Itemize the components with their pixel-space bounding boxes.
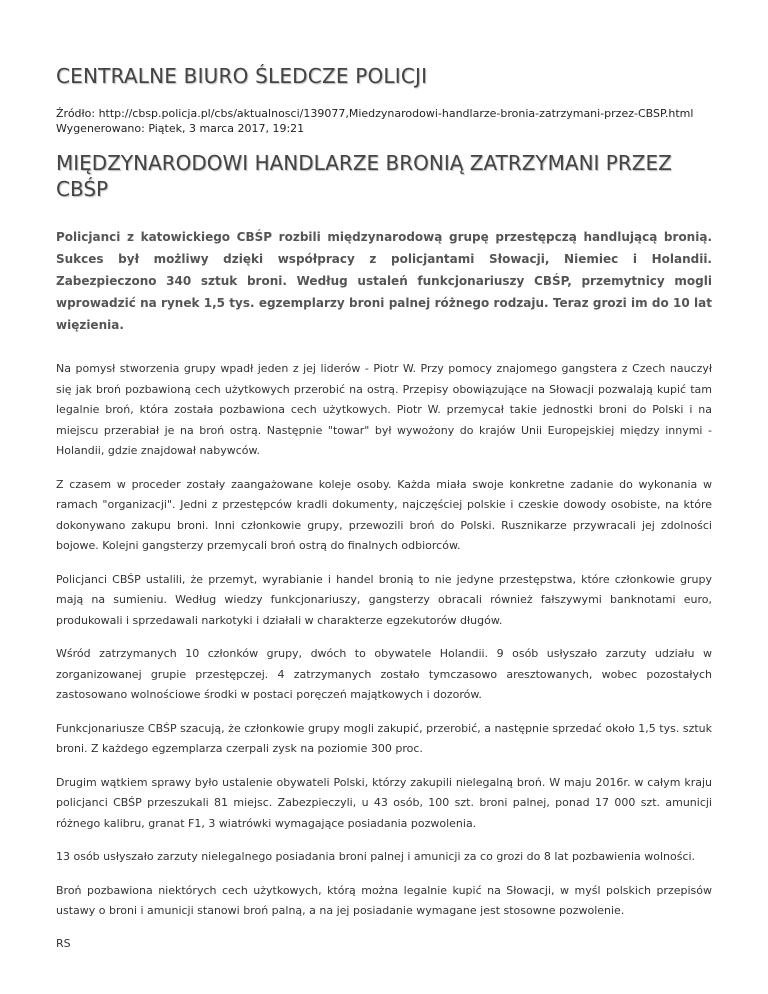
article-paragraph-8: Broń pozbawiona niektórych cech użytkowych, którą można legalnie kupić na Słowacji, w myśl polskich przepisów ustawy o broni i amunicji stanowi broń palną, a na jej posiadanie wymagane jest stosowne pozwolenie. xyxy=(56,883,712,917)
author-signature: RS xyxy=(56,936,71,950)
article-paragraph-2: Z czasem w proceder zostały zaangażowane koleje osoby. Każda miała swoje konkretne zadanie do wykonania w ramach "organizacji". Jedni z przestępców kradli dokumenty, najczęściej polskie i czeskie dowody osobiste, na które dokonywano zakupu broni. Inni członkowie grupy, przewozili broń do Polski. Rusznikarze przywracali jej zdolności bojowe. Kolejni gangsterzy przemycali broń ostrą do finalnych odbiorców. xyxy=(56,477,712,552)
article-paragraph-5: Funkcjonariusze CBŚP szacują, że członkowie grupy mogli zakupić, przerobić, a następnie sprzedać około 1,5 tys. sztuk broni. Z każdego egzemplarza czerpali zysk na poziomie 300 proc. xyxy=(56,721,712,755)
article-lead: Policjanci z katowickiego CBŚP rozbili międzynarodową grupę przestępczą handlującą bronią. Sukces był możliwy dzięki współpracy z policjantami Słowacji, Niemiec i Holandii. Zabezpieczono 340 sztuk broni. Według ustaleń funkcjonariuszy CBŚP, przemytnicy mogli wprowadzić na rynek 1,5 tys. egzemplarzy broni palnej różnego rodzaju. Teraz grozi im do 10 lat więzienia. xyxy=(56,230,712,332)
article-paragraph-6: Drugim wątkiem sprawy było ustalenie obywateli Polski, którzy zakupili nielegalną broń. W maju 2016r. w całym kraju policjanci CBŚP przeszukali 81 miejsc. Zabezpieczyli, u 43 osób, 100 szt. broni palnej, ponad 17 000 szt. amunicji różnego kalibru, granat F1, 3 wiatrówki wymagające posiadania pozwolenia. xyxy=(56,775,712,830)
generated-line: Wygenerowano: Piątek, 3 marca 2017, 19:21 xyxy=(56,122,305,135)
article-paragraph-4: Wśród zatrzymanych 10 członków grupy, dwóch to obywatele Holandii. 9 osób usłyszało zarzuty udziału w zorganizowanej grupie przestępczej. 4 zatrzymanych zostało tymczasowo aresztowanych, wobec pozostałych zastosowano wolnościowe środki w postaci poręczeń majątkowych i dozorów. xyxy=(56,647,712,701)
source-line: Źródło: http://cbsp.policja.pl/cbs/aktualnosci/139077,Miedzynarodowi-handlarze-bronia-zatrzymani-przez-CBSP.html xyxy=(56,107,694,120)
site-title: CENTRALNE BIURO ŚLEDCZE POLICJI xyxy=(56,64,428,88)
article-paragraph-7: 13 osób usłyszało zarzuty nielegalnego posiadania broni palnej i amunicji za co grozi do 8 lat pozbawienia wolności. xyxy=(56,850,696,863)
article-paragraph-3: Policjanci CBŚP ustalili, że przemyt, wyrabianie i handel bronią to nie jedyne przestępstwa, które członkowie grupy mają na sumieniu. Według wiedzy funkcjonariuszy, gangsterzy obracali również fałszywymi banknotami euro, produkowali i sprzedawali narkotyki i działali w charakterze egzekutorów długów. xyxy=(56,572,712,627)
article-paragraph-1: Na pomysł stworzenia grupy wpadł jeden z jej liderów - Piotr W. Przy pomocy znajomego gangstera z Czech nauczył się jak broń pozbawioną cech użytkowych przerobić na ostrą. Przepisy obowiązujące na Słowacji pozwalają kupić tam legalnie broń, która została pozbawiona cech użytkowych. Piotr W. przemycał takie jednostki broni do Polski i na miejscu przerabiał je na broń ostrą. Następnie "towar" był wywożony do krajów Unii Europejskiej między innymi - Holandii, gdzie znajdował nabywców. xyxy=(56,362,712,457)
article-title: MIĘDZYNARODOWI HANDLARZE BRONIĄ ZATRZYMANI PRZEZ CBŚP xyxy=(56,151,672,201)
meta-info xyxy=(56,106,712,136)
